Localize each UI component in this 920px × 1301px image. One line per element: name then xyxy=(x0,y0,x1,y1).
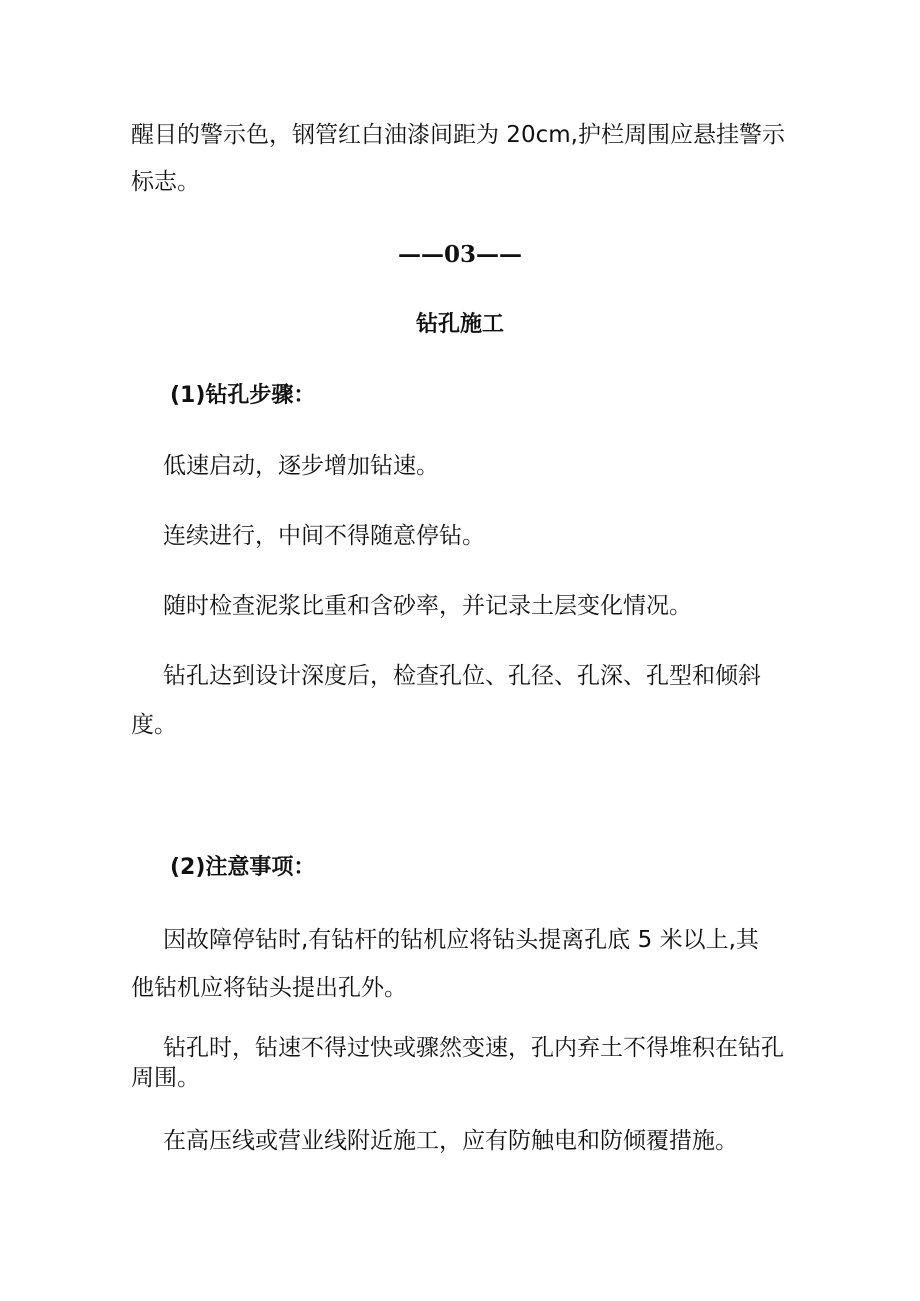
part1-item-1: 低速启动，逐步增加钻速。 xyxy=(163,453,439,479)
part2-item-3: 在高压线或营业线附近施工，应有防触电和防倾覆措施。 xyxy=(163,1128,738,1154)
part2-item-2-line-2: 周围。 xyxy=(131,1065,200,1091)
section-title: 钻孔施工 xyxy=(415,312,504,337)
part2-item-2-line-1: 钻孔时，钻速不得过快或骤然变速，孔内弃土不得堆积在钻孔 xyxy=(163,1035,784,1061)
intro-line-1: 醒目的警示色，钢管红白油漆间距为 20cm,护栏周围应悬挂警示 xyxy=(131,122,785,148)
part2-item-1-line-2: 他钻机应将钻头提出孔外。 xyxy=(131,975,407,1001)
part2-item-1-line-1: 因故障停钻时,有钻杆的钻机应将钻头提离孔底 5 米以上,其 xyxy=(163,927,759,953)
part1-item-2: 连续进行，中间不得随意停钻。 xyxy=(163,523,485,549)
part1-item-4-line-1: 钻孔达到设计深度后，检查孔位、孔径、孔深、孔型和倾斜 xyxy=(163,663,761,689)
part2-heading: (2)注意事项： xyxy=(170,855,316,880)
section-number: ——03—— xyxy=(397,241,522,268)
part1-item-4-line-2: 度。 xyxy=(131,712,177,738)
part1-heading: (1)钻孔步骤： xyxy=(170,383,316,408)
intro-line-2: 标志。 xyxy=(131,169,200,195)
part1-item-3: 随时检查泥浆比重和含砂率，并记录土层变化情况。 xyxy=(163,593,692,619)
